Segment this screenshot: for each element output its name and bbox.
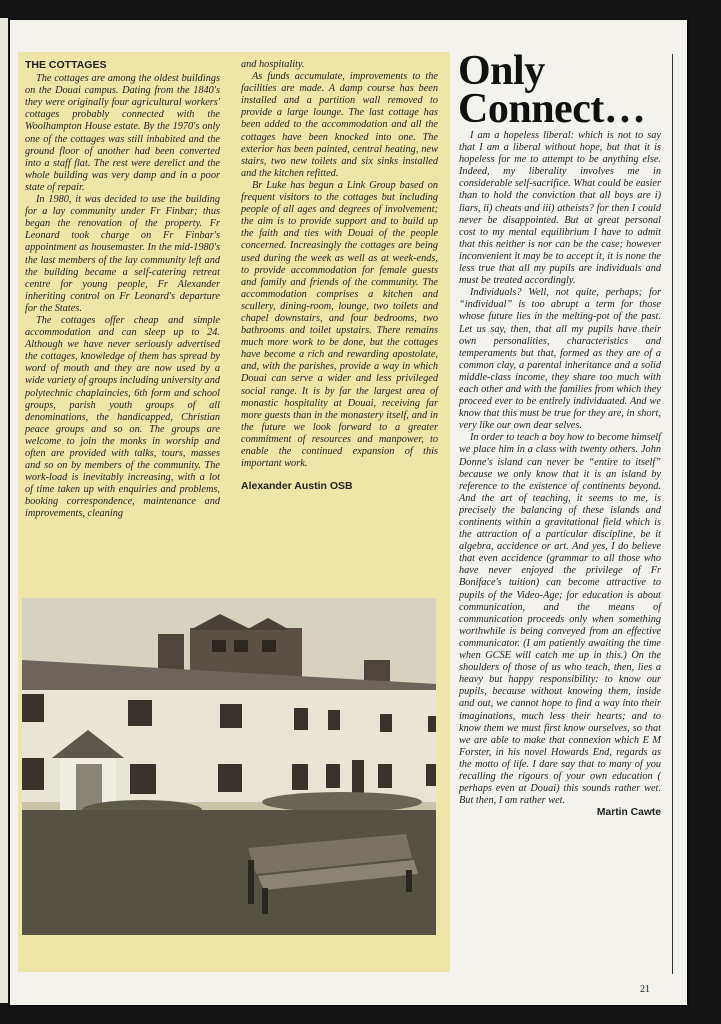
column-rule: [672, 54, 673, 974]
cottages-paragraph: In 1980, it was decided to use the building for a lay community under Fr Finbar; thus began the renovation of the property. Fr Leonard took charge on Fr Finbar's appointment as housemaster. In the mid-1980's the last members of the lay community left and the building became a self-catering retreat centre for young people, Fr Alexander inheriting control on Fr Leonard's departure for the States.: [25, 194, 220, 314]
title-line-1: Only: [458, 48, 545, 94]
only-connect-paragraph: Individuals? Well, not quite, perhaps; for “individual” is too abrupt a term for those whose future lies in the melting-pot of the past. Let us say, then, that all my pupils have their own personalities, characteristics and temperaments but that, formed as they are of a common clay, a parental inheritance and a solid middle-class income, they share too much with each other and with the families from which they proceed ever to be entirely individuated. And we know that this must be true for they are, in short, very like our own dear selves.: [459, 287, 661, 432]
only-connect-author: Martin Cawte: [596, 807, 661, 819]
cottages-paragraph: Br Luke has begun a Link Group based on frequent visitors to the cottages but including people of all ages and degrees of involvement; the aim is to provide support and to build up the faith and ties with Douai of the people concerned. Increasingly the cottages are being used during the week as well as at week-ends, to provide accommodation for female guests and family and friends of the community. The accommodation comprises a kitchen and scullery, dining-room, lounge, two toilets and chapel downstairs, and four bedrooms, two bathrooms and toilet upstairs. There remains much more work to be done, but the cottages have become a rich and rewarding apostolate, and, with the parishes, provide a way in which Douai can serve a wider and less privileged social range. It is by far the largest area of monastic hospitality at Douai, receiving far more guests than in the monastery itself, and in the future we look forward to a greater commitment of resources and manpower, to enable the continued expansion of this important work.: [241, 179, 438, 470]
cottages-author: Alexander Austin OSB: [241, 480, 353, 493]
only-connect-title: [458, 48, 670, 132]
cottages-column-1: [25, 59, 220, 521]
cottages-heading: THE COTTAGES: [25, 59, 107, 71]
previous-page-edge: [0, 18, 8, 1003]
only-connect-paragraph: I am a hopeless liberal: which is not to say that I am a liberal without hope, but that it is hopeless for me to attempt to be anything else. Indeed, my liberality involves me in considerable self-sacrifice. What could be easier than to hold the conviction that all boys are i) liars, ii) cheats and iii) atheists? for then I could never be disappointed. But at great personal cost to my mental equilibrium I have to admit that this neither is nor can be the case; however inconvenient it may be to accept it, it is none the less true that all my pupils are individuals and must be treated accordingly.: [459, 130, 661, 287]
title-line-2: Connect…: [458, 86, 646, 132]
cottages-paragraph: As funds accumulate, improvements to the facilities are made. A damp course has been installed and a partition wall removed to provide a large lounge. The last cottage has been added to the accommodation and all the cottages have been knocked into one. The exterior has been painted, central heating, new stairs, two new toilets and six sinks installed and the kitchen refitted.: [241, 71, 438, 179]
cottages-paragraph: The cottages offer cheap and simple accommodation and can sleep up to 24. Although we have never seriously advertised the cottages, knowledge of them has spread by word of mouth and they are now used by a wide variety of groups including university and polytechnic chaplaincies, 6th form and school groups, parish youth groups of all denominations, the handicapped, Christian peace groups and so on. The groups are welcome to join the monks in worship and often are provided with talks, tours, masses and so on by members of the community. The work-load is inevitably increasing, with a lot of time taken up with enquiries and problems, booking correspondence, maintenance and improvements, cleaning: [25, 314, 220, 520]
cottages-paragraph: and hospitality.: [241, 59, 305, 70]
cottages-column-2: [241, 59, 438, 492]
only-connect-paragraph: In order to teach a boy how to become himself we place him in a class with twenty others. John Donne's island can never be “entire to itself” because we only know that it is an island by reference to the existence of continents beyond. And the art of teaching, it seems to me, is precisely the balancing of these islands and continents within a gravitational field which is the attraction of a particular discipline, be it algebra, accidence or art. And yes, I do believe that even accidence (grammar to all those who have never enjoyed the privilege of Fr Boniface's tuition) can become attractive to pupils of the Video-Age; for education is about communication, and the means of communication proceeds only when something worthwhile is being conveyed from an effective communicator. (I am patiently awaiting the time when GCSE will catch me up in this.) On the shoulders of those of us who teach, then, lies a heavy but happy responsibility: to know our pupils, because without knowing them, inside and out, we cannot hope to find a way into their imaginations, much less their hearts; and to know them we must first know ourselves, so that we are able to make that connexion which E M Forster, in his novel Howards End, regards as the motto of life. I dare say that to many of you recalling the rigours of your own education ( perhaps even at Douai) this sounds rather wet. But then, I am rather wet.: [459, 432, 661, 807]
page-number: 21: [640, 984, 650, 995]
only-connect-column: [459, 130, 661, 819]
cottages-paragraph: The cottages are among the oldest buildings on the Douai campus. Dating from the 1840's they were originally four agricultural workers' cottages probably connected with the Woolhampton House estate. By the 1970's only one of the cottages was still inhabited and the ground floor of another had been converted into a staff flat. The rest were derelict and the whole building was very damp and in a poor state of repair.: [25, 73, 220, 193]
cottages-photo: [22, 598, 436, 935]
